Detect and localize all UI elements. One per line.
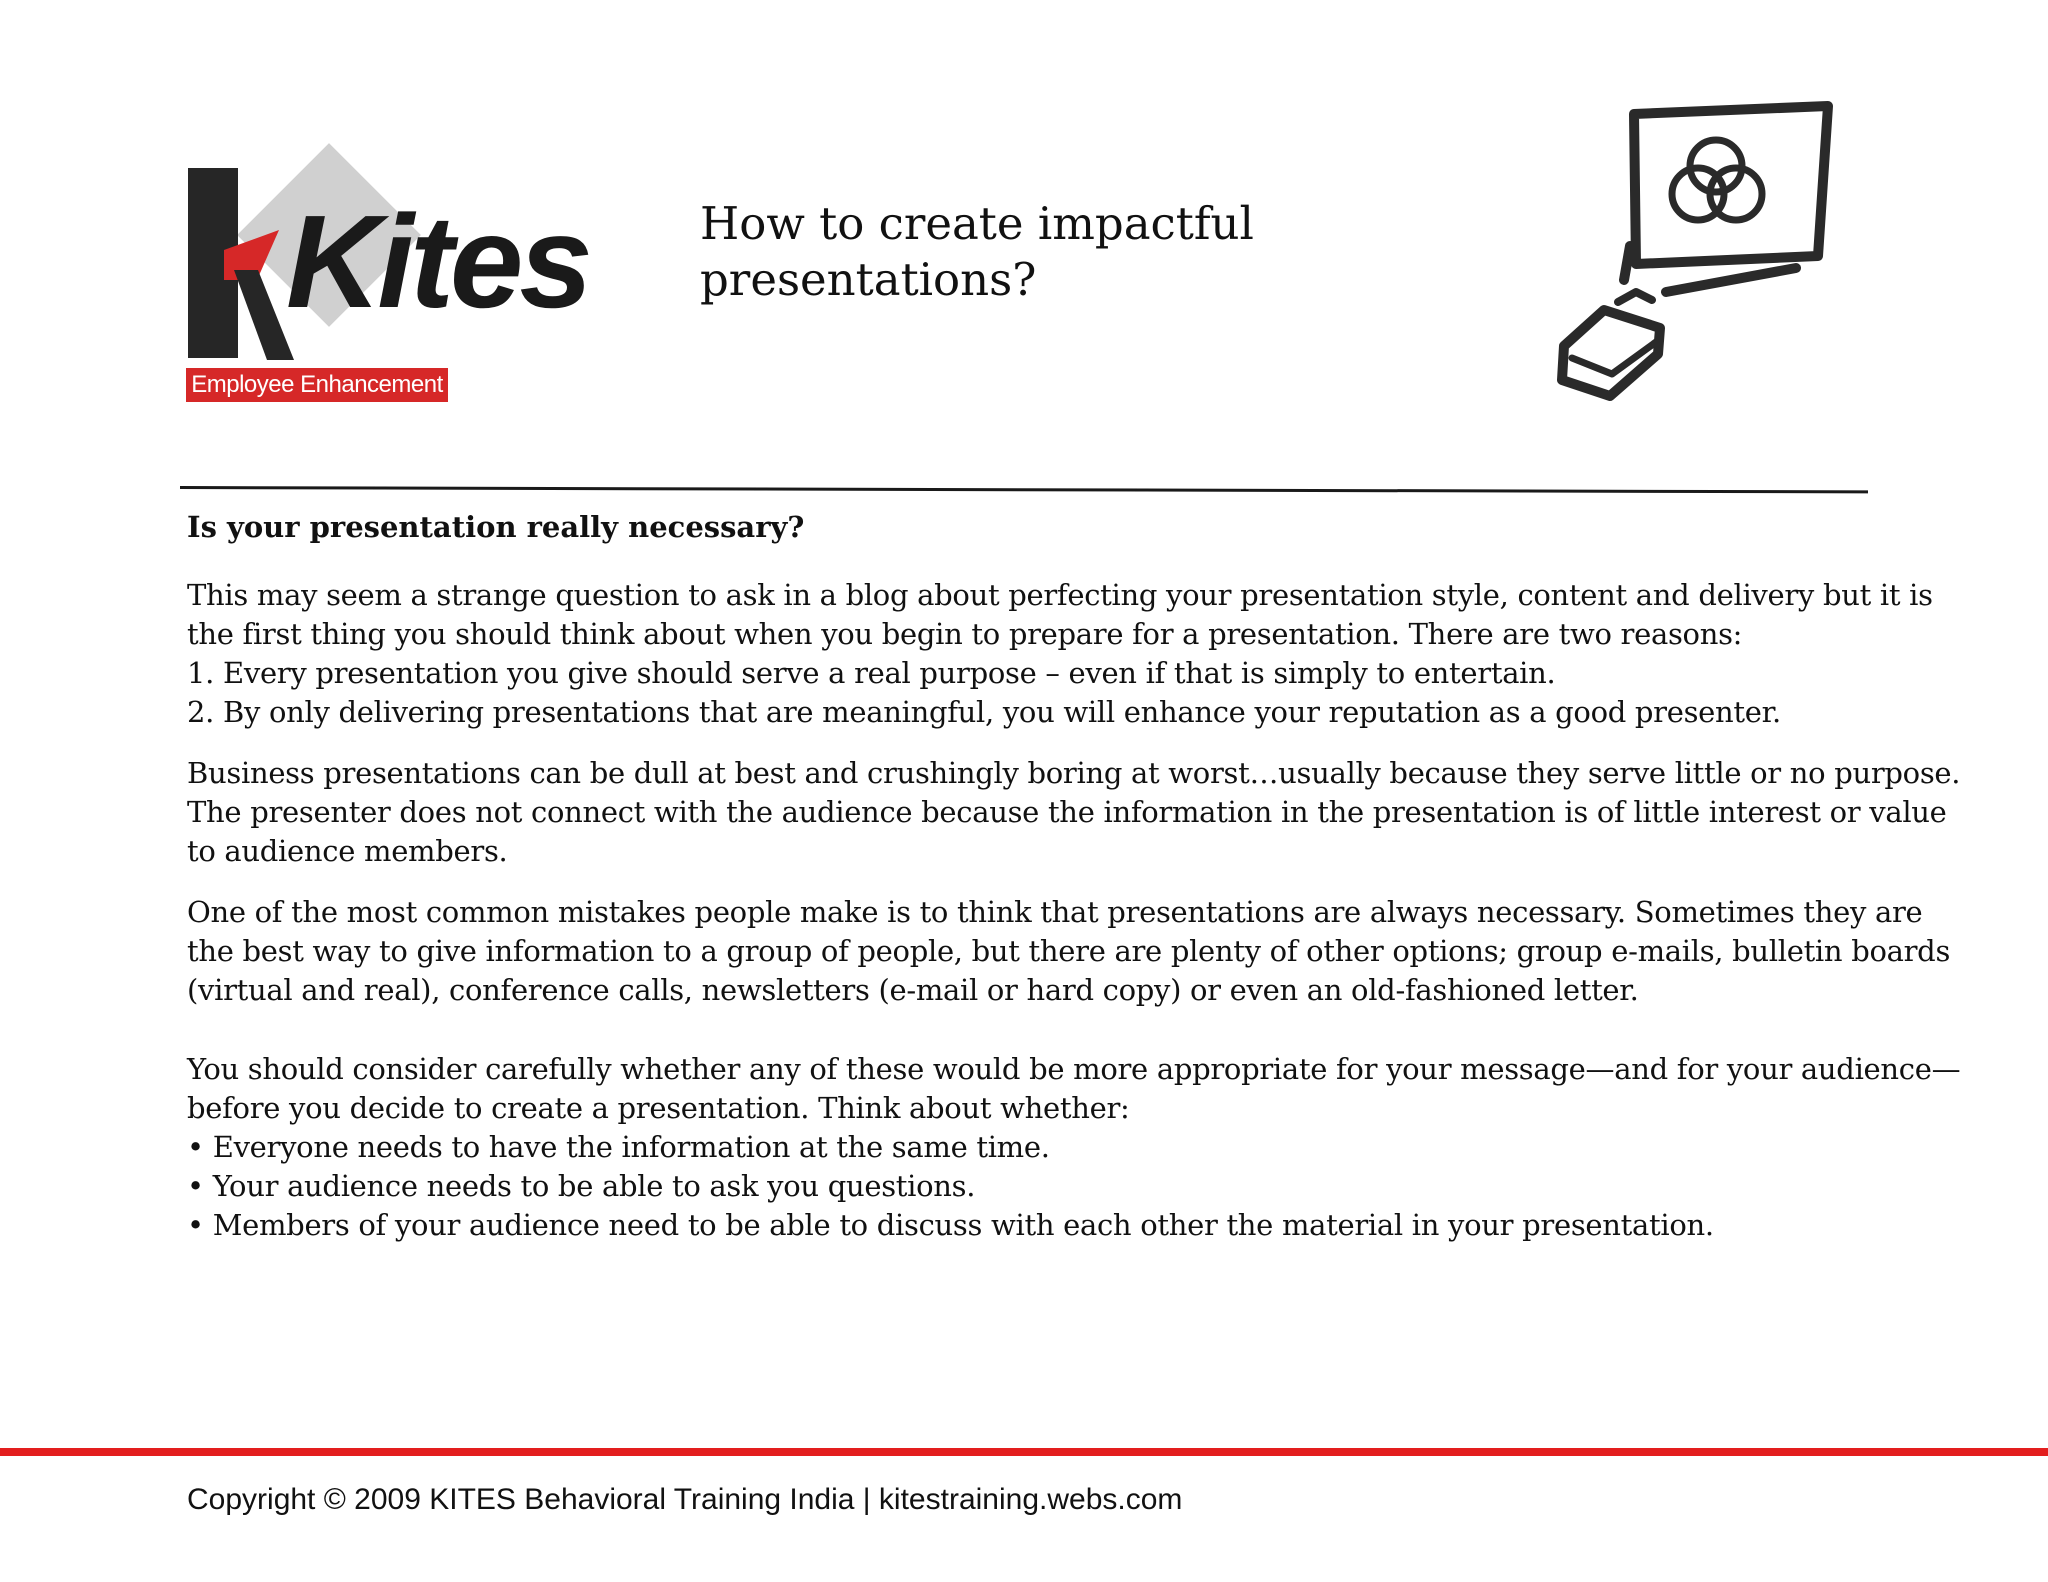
paragraph-line: This may seem a strange question to ask in a blog about perfecting your presentation style, content and delivery but it is (187, 578, 1933, 612)
kites-logo (186, 160, 589, 405)
bullet-item: • Your audience needs to be able to ask you questions. (187, 1169, 976, 1203)
paragraph-line: The presenter does not connect with the audience because the information in the presentation is of little interest or value (187, 795, 1947, 829)
paragraph-intro (187, 576, 1933, 732)
section-heading: Is your presentation really necessary? (187, 510, 805, 544)
projector-screen-icon (1548, 96, 1848, 406)
bullet-item: • Members of your audience need to be able to discuss with each other the material in your presentation. (187, 1208, 1714, 1242)
numbered-item: 1. Every presentation you give should serve a real purpose – even if that is simply to entertain. (187, 656, 1556, 690)
paragraph-line: to audience members. (187, 834, 508, 868)
paragraph-line: Business presentations can be dull at best and crushingly boring at worst…usually because they serve little or no purpose. (187, 756, 1961, 790)
bullet-item: • Everyone needs to have the information at the same time. (187, 1130, 1050, 1164)
paragraph-line: the first thing you should think about when you begin to prepare for a presentation. There are two reasons: (187, 617, 1743, 651)
paragraph-line: You should consider carefully whether any of these would be more appropriate for your message—and for your audience— (187, 1052, 1961, 1086)
article-body (187, 506, 1961, 1245)
logo-tagline: Employee Enhancement (186, 368, 448, 402)
footer-red-rule (0, 1448, 2048, 1456)
numbered-item: 2. By only delivering presentations that are meaningful, you will enhance your reputation as a good presenter. (187, 695, 1781, 729)
paragraph-line: One of the most common mistakes people make is to think that presentations are always necessary. Sometimes they are (187, 895, 1923, 929)
footer-copyright: Copyright © 2009 KITES Behavioral Training India | kitestraining.webs.com (187, 1483, 1183, 1516)
header-divider (180, 486, 1868, 493)
paragraph-line: (virtual and real), conference calls, newsletters (e-mail or hard copy) or even an old-fashioned letter. (187, 973, 1639, 1007)
logo-wordmark: Kites (286, 188, 589, 335)
paragraph-business (187, 754, 1961, 871)
document-title: How to create impactful presentations? (700, 197, 1254, 306)
paragraph-line: before you decide to create a presentation. Think about whether: (187, 1091, 1130, 1125)
paragraph-mistakes (187, 893, 1951, 1010)
paragraph-line: the best way to give information to a group of people, but there are plenty of other options; group e-mails, bulletin boards (187, 934, 1951, 968)
paragraph-consider (187, 1050, 1961, 1245)
